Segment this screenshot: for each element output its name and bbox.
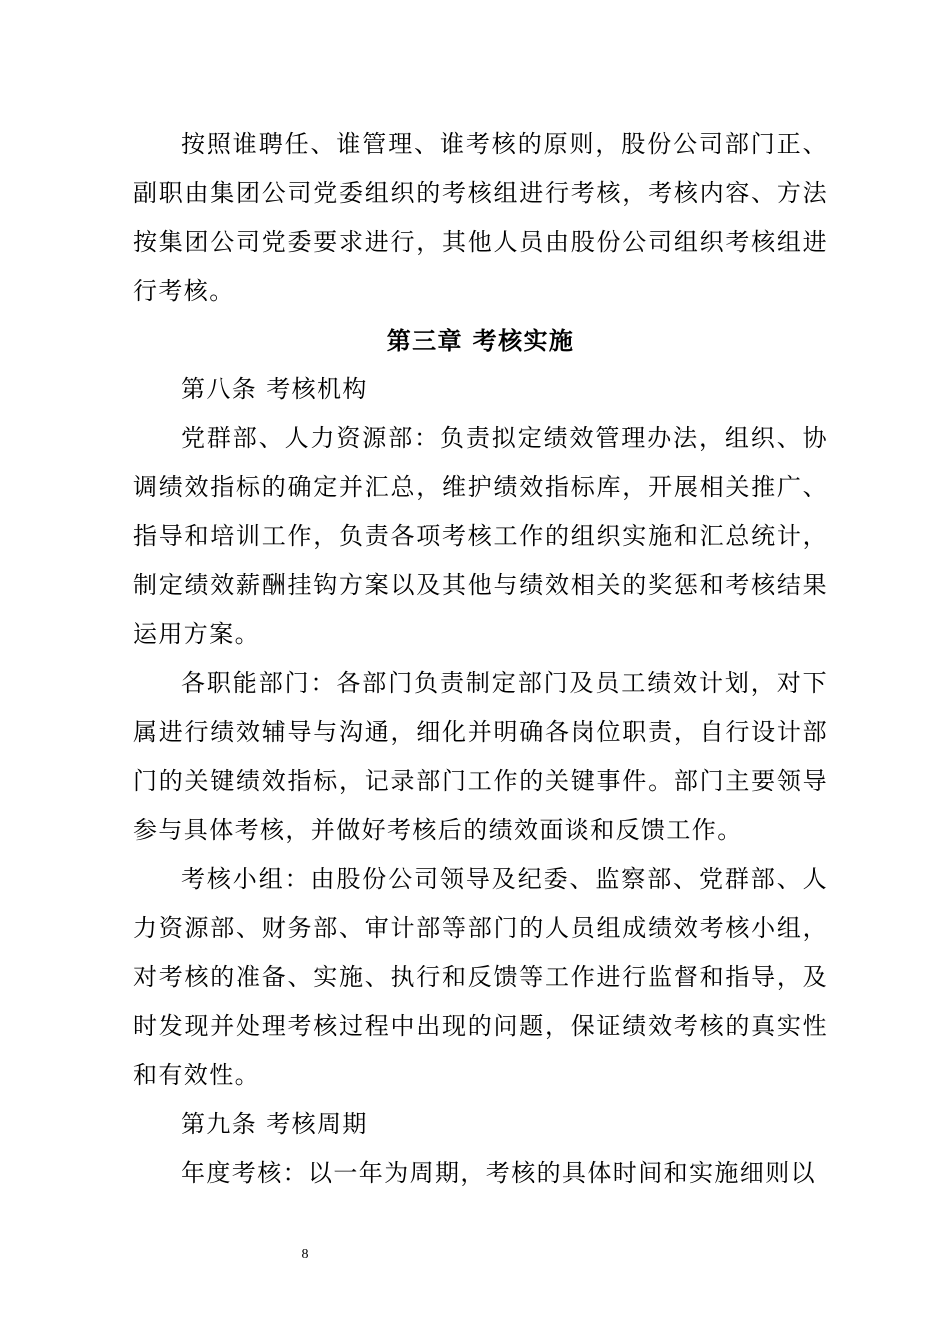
paragraph-assessment-principle: 按照谁聘任、谁管理、谁考核的原则，股份公司部门正、副职由集团公司党委组织的考核组进行考核，考核内容、方法按集团公司党委要求进行，其他人员由股份公司组织考核组进行考核。	[133, 130, 828, 305]
paragraph-hr-department: 党群部、人力资源部：负责拟定绩效管理办法，组织、协调绩效指标的确定并汇总，维护绩效指标库，开展相关推广、指导和培训工作，负责各项考核工作的组织实施和汇总统计，制定绩效薪酬挂钩方案以及其他与绩效相关的奖惩和考核结果运用方案。	[133, 424, 828, 648]
article-heading-8: 第八条 考核机构	[181, 375, 368, 403]
paragraph-annual-assessment: 年度考核：以一年为周期，考核的具体时间和实施细则以	[181, 1159, 816, 1187]
paragraph-functional-departments: 各职能部门：各部门负责制定部门及员工绩效计划，对下属进行绩效辅导与沟通，细化并明确各岗位职责，自行设计部门的关键绩效指标，记录部门工作的关键事件。部门主要领导参与具体考核，并做好考核后的绩效面谈和反馈工作。	[133, 669, 828, 844]
page-number: 8	[301, 1247, 309, 1262]
chapter-heading: 第三章 考核实施	[386, 326, 575, 355]
paragraph-assessment-team: 考核小组：由股份公司领导及纪委、监察部、党群部、人力资源部、财务部、审计部等部门的人员组成绩效考核小组，对考核的准备、实施、执行和反馈等工作进行监督和指导，及时发现并处理考核过程中出现的问题，保证绩效考核的真实性和有效性。	[133, 865, 828, 1089]
article-heading-9: 第九条 考核周期	[181, 1110, 368, 1138]
document-page	[133, 120, 828, 1198]
